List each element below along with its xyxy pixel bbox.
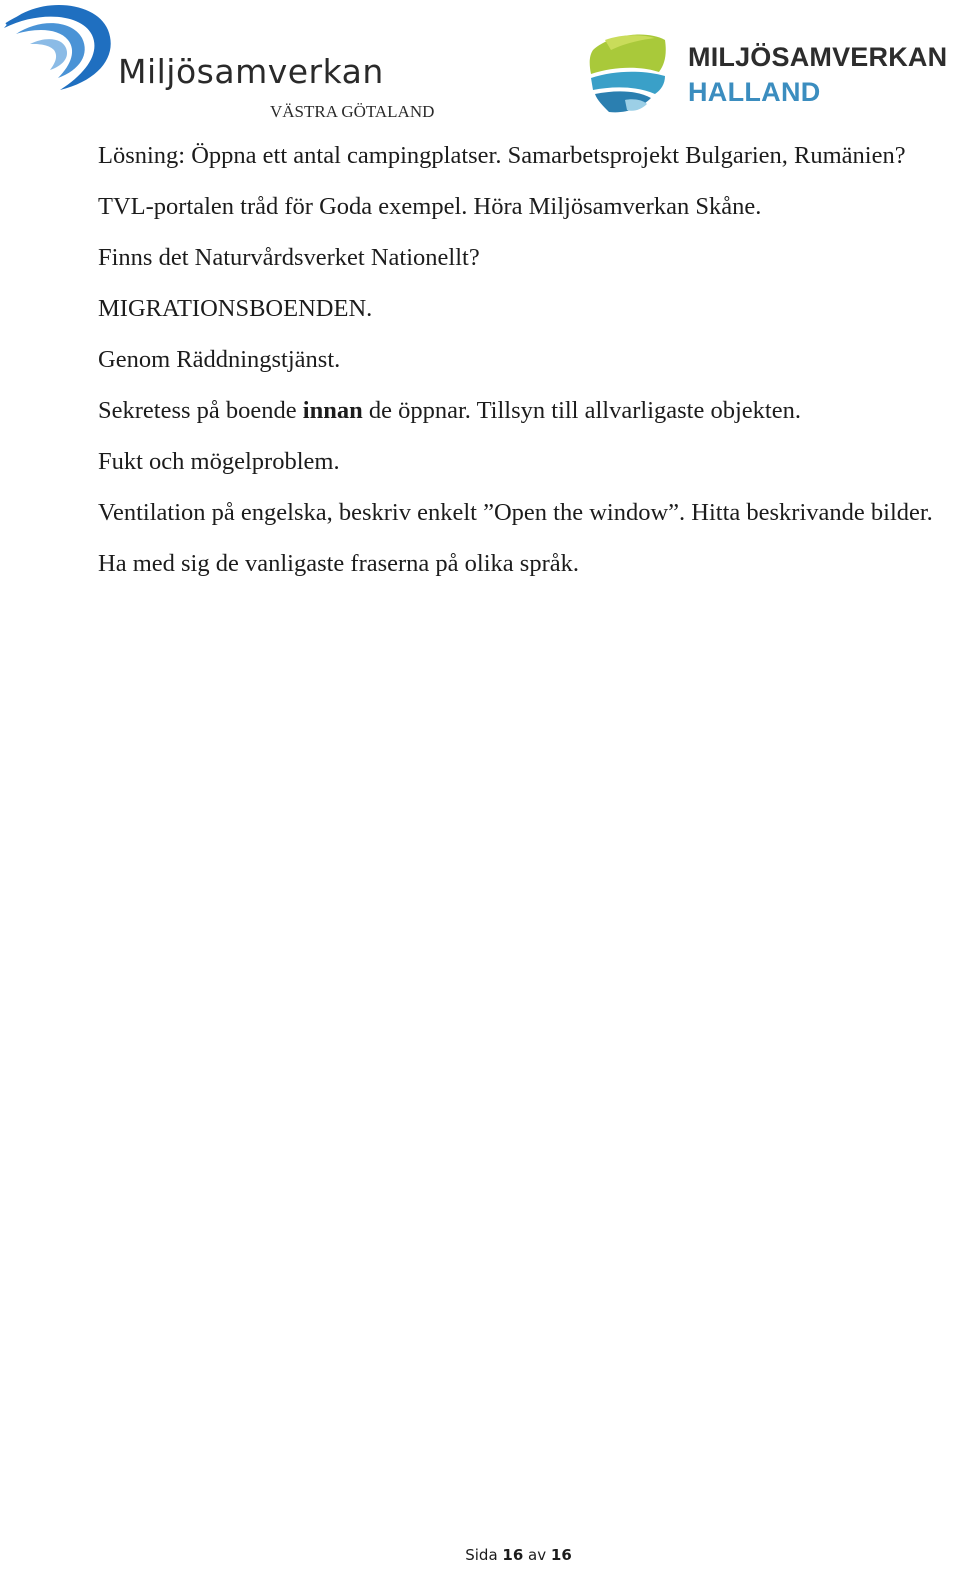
paragraph-ventilation: Ventilation på engelska, beskriv enkelt ”Open the window”. Hitta beskrivande bilder. [98, 499, 933, 526]
swoosh-logo-icon [0, 0, 120, 95]
sekretess-text-end: de öppnar. Tillsyn till allvarligaste objekten. [362, 397, 801, 424]
paragraph-raddningstjanst: Genom Räddningstjänst. [98, 346, 341, 373]
page-header [0, 0, 960, 130]
landscape-logo-icon [585, 30, 675, 120]
sekretess-text-start: Sekretess på boende [98, 397, 303, 424]
paragraph-naturvardsverket: Finns det Naturvårdsverket Nationellt? [98, 244, 480, 271]
logo-subtitle: HALLAND [688, 77, 821, 107]
footer-middle: av [523, 1546, 551, 1564]
page-footer [0, 1546, 960, 1564]
logo-name: Miljösamverkan [118, 52, 384, 91]
paragraph-sekretess [98, 391, 948, 431]
document-body [98, 136, 948, 595]
logo-title: MILJÖSAMVERKAN [688, 42, 948, 72]
logo-miljosamverkan-halland [585, 30, 957, 125]
logo-region: VÄSTRA GÖTALAND [270, 102, 435, 121]
total-pages-number: 16 [550, 1546, 572, 1564]
paragraph-fraser: Ha med sig de vanligaste fraserna på olika språk. [98, 550, 579, 577]
paragraph-losning: Lösning: Öppna ett antal campingplatser. Samarbetsprojekt Bulgarien, Rumänien? [98, 142, 906, 169]
emphasis-innan: innan [302, 397, 363, 424]
footer-prefix: Sida [465, 1546, 503, 1564]
paragraph-tvl-portalen: TVL-portalen tråd för Goda exempel. Höra Miljösamverkan Skåne. [98, 193, 762, 220]
paragraph-migrationsboenden: MIGRATIONSBOENDEN. [98, 295, 373, 322]
paragraph-fukt: Fukt och mögelproblem. [98, 448, 340, 475]
current-page-number: 16 [502, 1546, 524, 1564]
logo-miljosamverkan-vastra-gotaland [0, 0, 460, 128]
